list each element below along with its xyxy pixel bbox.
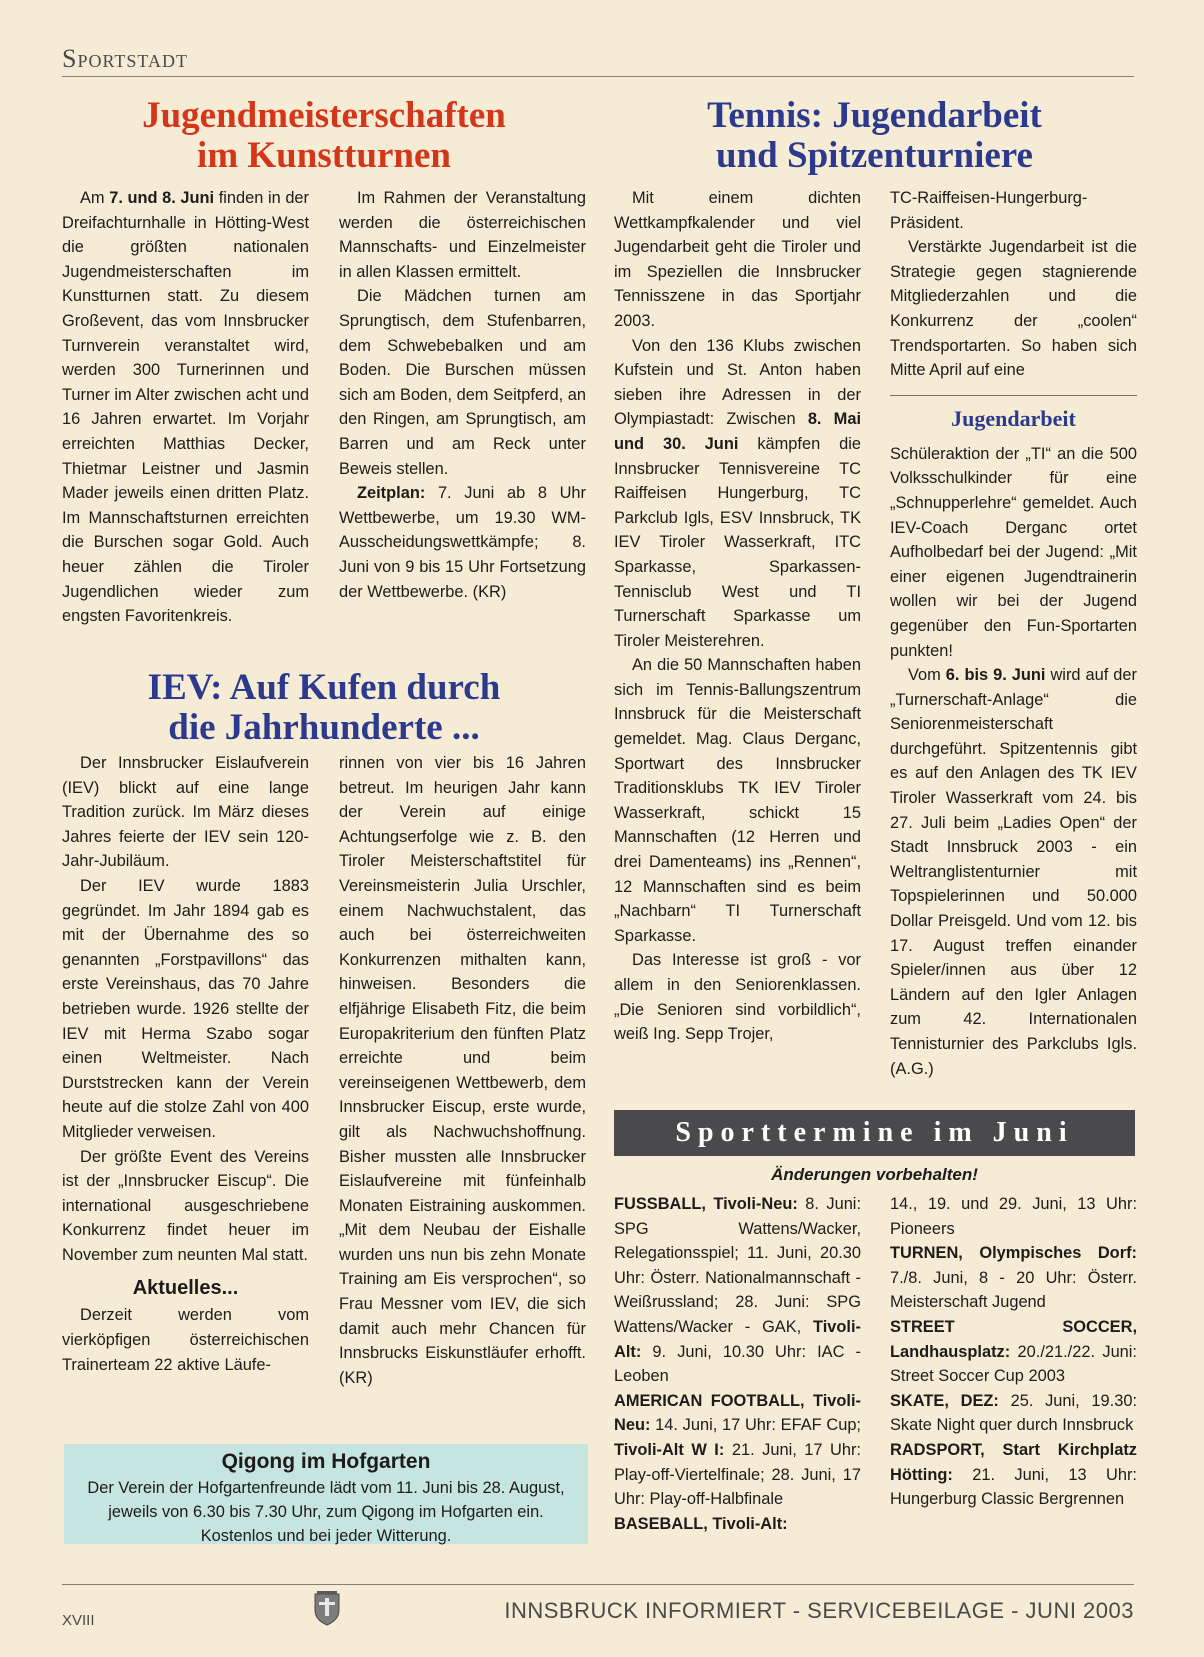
termine-column-2 — [890, 1192, 1137, 1512]
article2-column-2 — [339, 751, 586, 1390]
termin-skate: SKATE, DEZ: 25. Juni, 19.30: Skate Night quer durch Innsbruck — [890, 1391, 1138, 1435]
sporttermine-subtitle: Änderungen vorbehalten! — [771, 1165, 978, 1184]
footer-title: INNSBRUCK INFORMIERT - SERVICEBEILAGE - JUNI 2003 — [504, 1598, 1134, 1623]
article1-title-line2: im Kunstturnen — [197, 135, 451, 176]
article2-paragraph: rinnen von vier bis 16 Jahren betreut. Im heurigen Jahr kann der Verein auf einige Achtungserfolge wie z. B. den Tiroler Meisterschaftstitel für Vereinsmeisterin Julia Urschler, einem Nachwuchstalent, das auch bei österreichweiten Konkurrenzen mithalten kann, hinweisen. Besonders die elfjährige Elisabeth Fitz, die beim Europakriterium den fünften Platz erreichte und beim vereinseigenen Wettbewerb, dem Innsbrucker Eiscup, erste wurde, gilt als Nachwuchshoffnung. Bisher mussten alle Innsbrucker Eislaufvereine mit fünfeinhalb Monaten Eistraining auskommen. „Mit dem Neubau der Eishalle wurden uns nun bis zehn Monate Training am Eis versprochen“, so Frau Messner vom IEV, die sich damit auch mehr Chancen für Innsbrucks Eiskunstläufer erhofft. (KR) — [339, 754, 586, 1387]
article2-paragraph: Der IEV wurde 1883 gegründet. Im Jahr 1894 gab es mit der Übernahme des so genannten „Forstpavillons“ das erste Vereinshaus, das 70 Jahre betrieben wurde. 1926 stellte der IEV mit Herma Szabo sogar einen Weltmeister. Nach Durststrecken kann der Verein heute auf die stolze Zahl von 400 Mitglieder verweisen. — [62, 876, 309, 1141]
top-divider — [62, 76, 1134, 77]
article1-paragraph: Die Mädchen turnen am Sprungtisch, dem Stufenbarren, dem Schwebebalken und am Boden. Die Burschen müssen sich am Boden, dem Seitpferd, an den Ringen, am Sprungtisch, am Barren und am Reck unter Beweis stellen. — [339, 287, 586, 478]
article3-column-1 — [614, 186, 861, 1047]
article3-column-2 — [890, 186, 1137, 1081]
qigong-title: Qigong im Hofgarten — [221, 1450, 431, 1473]
article2-paragraph: Der größte Event des Vereins ist der „Innsbrucker Eiscup“. Die international ausgeschriebene Konkurrenz findet heuer im November zum neunten Mal statt. — [62, 1147, 309, 1264]
article2-paragraph: Derzeit werden vom vierköpfigen österreichischen Trainerteam 22 aktive Läufe- — [62, 1306, 309, 1374]
article2-title-line1: IEV: Auf Kufen durch — [147, 667, 501, 708]
city-crest-icon — [313, 1590, 341, 1626]
bottom-divider — [62, 1584, 1134, 1585]
article1-schedule: Zeitplan: 7. Juni ab 8 Uhr Wettbewerbe, um 19.30 WM-Ausscheidungswettkämpfe; 8. Juni von 9 bis 15 Uhr Fortsetzung der Wettbewerbe. (KR) — [339, 484, 586, 601]
article1-paragraph: Am 7. und 8. Juni finden in der Dreifachturnhalle in Hötting-West die größten nationalen Jugendmeisterschaften im Kunstturnen statt. Zu diesem Großevent, das vom Innsbrucker Turnverein veranstaltet wird, werden 300 Turnerinnen und Turner im Alter zwischen acht und 16 Jahren erwartet. Im Vorjahr erreichten Matthias Decker, Thietmar Leistner und Jasmin Mader jeweils einen dritten Platz. Im Mannschaftsturnen erreichten die Burschen sogar Gold. Auch heuer zählen die Tiroler Jugendlichen wieder zum engsten Favoritenkreis. — [62, 189, 310, 626]
article3-paragraph: Das Interesse ist groß - vor allem in den Seniorenklassen. „Die Senioren sind vorbildlich“, weiß Ing. Sepp Trojer, — [614, 951, 861, 1044]
termin-street-soccer: STREET SOCCER, Landhausplatz: 20./21./22. Juni: Street Soccer Cup 2003 — [890, 1317, 1137, 1386]
article1-headline — [62, 96, 586, 176]
qigong-box — [64, 1444, 588, 1544]
termin-baseball-cont: 14., 19. und 29. Juni, 13 Uhr: Pioneers — [890, 1195, 1137, 1238]
article2-title-line2: die Jahrhunderte ... — [168, 707, 480, 748]
termin-american-football: AMERICAN FOOTBALL, Tivoli-Neu: 14. Juni, 17 Uhr: EFAF Cup; Tivoli-Alt W I: 21. Juni, 17 Uhr: Play-off-Viertelfinale; 28. Juni, 17 Uhr: Play-off-Halbfinale — [614, 1391, 861, 1509]
article3-title-line2: und Spitzenturniere — [716, 135, 1033, 176]
termin-fussball: FUSSBALL, Tivoli-Neu: 8. Juni: SPG Wattens/Wacker, Relegationsspiel; 11. Juni, 20.30 Uhr: Österr. Nationalmannschaft - Weißrussland; 28. Juni: SPG Wattens/Wacker - GAK, Tivoli-Alt: 9. Juni, 10.30 Uhr: IAC - Leoben — [614, 1195, 862, 1386]
article3-paragraph: Von den 136 Klubs zwischen Kufstein und St. Anton haben sieben ihre Adressen in der Olympiastadt: Zwischen 8. Mai und 30. Juni kämpfen die Innsbrucker Tennisvereine TC Raiffeisen Hungerburg, TC Parkclub Igls, ESV Innsbruck, TK IEV Tiroler Wasserkraft, ITC Sparkasse, Sparkassen-Tennisclub West und TI Turnerschaft Sparkasse um Tiroler Meisterehren. — [614, 336, 861, 650]
article2-paragraph: Der Innsbrucker Eislaufverein (IEV) blickt auf eine lange Tradition zurück. Im März dieses Jahres feierte der IEV sein 120-Jahr-Jubiläum. — [62, 754, 309, 871]
article2-headline — [62, 668, 586, 748]
article3-paragraph: An die 50 Mannschaften haben sich im Tennis-Ballungszentrum Innsbruck für die Meisterschaft gemeldet. Mag. Claus Derganc, Sportwart des Innsbrucker Traditionsklubs TK IEV Tiroler Wasserkraft, schickt 15 Mannschaften (12 Herren und drei Damenteams) ins „Rennen“, 12 Mannschaften sind es beim „Nachbarn“ TI Turnerschaft Sparkasse. — [614, 656, 861, 945]
termin-radsport: RADSPORT, Start Kirchplatz Hötting: 21. Juni, 13 Uhr: Hungerburg Classic Bergrennen — [890, 1440, 1137, 1509]
article3-paragraph: Mit einem dichten Wettkampfkalender und viel Jugendarbeit geht die Tiroler und im Speziellen die Innsbrucker Tennisszene in das Sportjahr 2003. — [614, 189, 861, 330]
article1-column-1 — [62, 186, 309, 629]
article3-headline — [614, 96, 1135, 176]
jugendarbeit-heading: Jugendarbeit — [951, 405, 1076, 431]
termin-baseball: BASEBALL, Tivoli-Alt: — [614, 1514, 788, 1533]
section-label: Sportstadt — [62, 44, 188, 73]
article2-column-1 — [62, 751, 309, 1377]
termine-column-1 — [614, 1192, 861, 1536]
article1-title-line1: Jugendmeisterschaften — [142, 95, 506, 136]
article3-title-line1: Tennis: Jugendarbeit — [707, 95, 1042, 136]
page-number: XVIII — [62, 1612, 95, 1629]
sporttermine-banner: Sporttermine im Juni — [614, 1110, 1135, 1156]
subhead-divider — [890, 395, 1137, 396]
aktuelles-heading: Aktuelles... — [132, 1277, 239, 1300]
article3-paragraph: Schüleraktion der „TI“ an die 500 Volksschulkinder für eine „Schnupperlehre“ gemeldet. Auch IEV-Coach Derganc ortet Aufholbedarf bei der Jugend: „Mit einer eigenen Jugendtrainerin wollen wir bei der Jugend gegenüber den Fun-Sportarten punkten! — [890, 444, 1137, 660]
article1-column-2 — [339, 186, 586, 604]
article3-paragraph: Verstärkte Jugendarbeit ist die Strategie gegen stagnierende Mitgliederzahlen und die Konkurrenz der „coolen“ Trendsportarten. So haben sich Mitte April auf eine — [890, 238, 1137, 380]
article3-paragraph: Vom 6. bis 9. Juni wird auf der „Turnerschaft-Anlage“ die Seniorenmeisterschaft durchgeführt. Spitzentennis gibt es auf den Anlagen des TK IEV Tiroler Wasserkraft vom 24. bis 27. Juli beim „Ladies Open“ der Stadt Innsbruck 2003 - ein Weltranglistenturnier mit Topspielerinnen und 50.000 Dollar Preisgeld. Und vom 12. bis 17. August treffen einander Spieler/innen aus über 12 Ländern auf den Igler Anlagen zum 42. Internationalen Tennisturnier des Parkclubs Igls. (A.G.) — [890, 666, 1137, 1078]
termin-turnen: TURNEN, Olympisches Dorf: 7./8. Juni, 8 - 20 Uhr: Österr. Meisterschaft Jugend — [890, 1244, 1137, 1312]
qigong-body: Der Verein der Hofgartenfreunde lädt vom 11. Juni bis 28. August, jeweils von 6.30 bis 7.30 Uhr, zum Qigong im Hofgarten ein. Kostenlos und bei jeder Witterung. — [87, 1479, 565, 1545]
article3-paragraph: TC-Raiffeisen-Hungerburg-Präsident. — [890, 189, 1088, 232]
article1-paragraph: Im Rahmen der Veranstaltung werden die österreichischen Mannschafts- und Einzelmeister in allen Klassen ermittelt. — [339, 189, 586, 281]
